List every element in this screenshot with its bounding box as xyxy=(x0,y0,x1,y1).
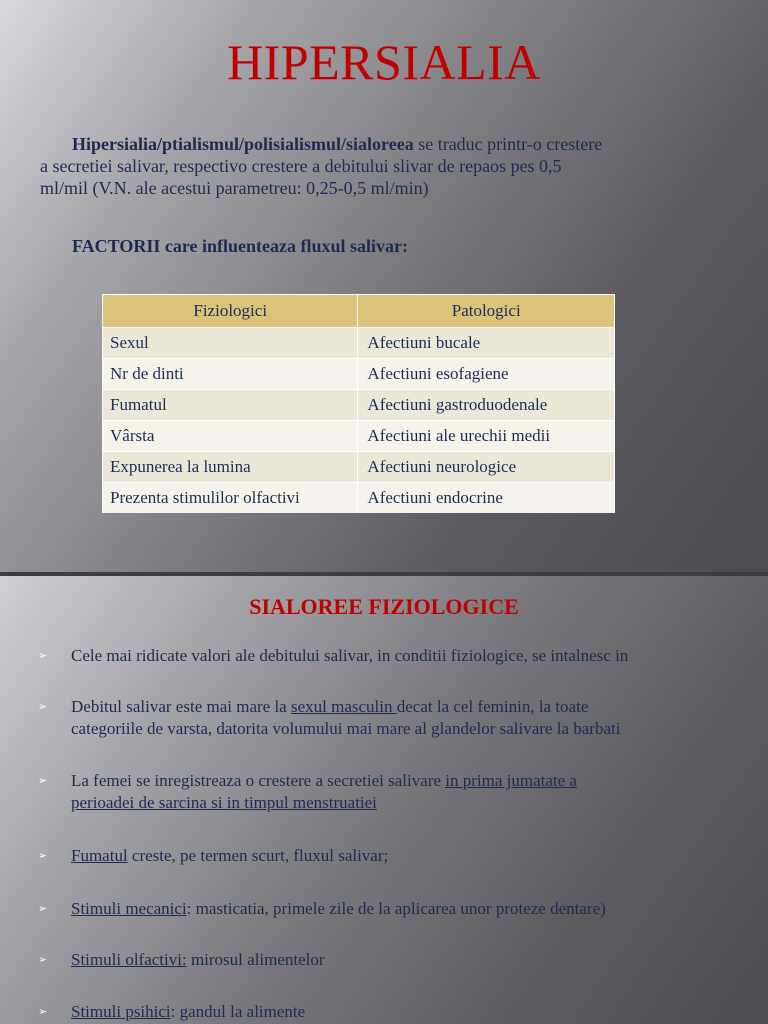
bullet-underlined-text: Stimuli psihici xyxy=(71,1002,171,1021)
slide-title: HIPERSIALIA xyxy=(227,34,541,90)
table-row xyxy=(103,421,615,452)
bullet-text: categoriile de varsta, datorita volumului mai mare al glandelor salivare la barbati xyxy=(71,719,621,738)
bullet-item xyxy=(38,949,758,971)
bullet-arrow-icon: ➢ xyxy=(38,902,48,915)
table-cell-fiziologic: Expunerea la lumina xyxy=(103,452,358,483)
bullet-text: : masticatia, primele zile de la aplicarea unor proteze dentare) xyxy=(186,899,606,918)
intro-bold-lead: Hipersialia/ptialismul/polisialismul/sialoreea xyxy=(72,134,414,154)
table-row xyxy=(103,483,615,514)
bullet-text: Debitul salivar este mai mare la xyxy=(71,697,291,716)
bullet-underlined-text: perioadei de sarcina si in timpul menstruatiei xyxy=(71,793,377,812)
factors-heading: FACTORII care influenteaza fluxul salivar: xyxy=(72,236,408,256)
bullet-item xyxy=(38,770,758,814)
bullet-text: decat la cel feminin, la toate xyxy=(396,697,589,716)
table-header-fiziologici: Fiziologici xyxy=(103,295,358,328)
bullet-arrow-icon: ➢ xyxy=(38,700,48,713)
table-row xyxy=(103,452,615,483)
table-row xyxy=(103,390,615,421)
bullet-arrow-icon: ➢ xyxy=(38,953,48,966)
bullet-underlined-text: in prima jumatate a xyxy=(445,771,577,790)
table-cell-patologic: Afectiuni endocrine xyxy=(358,483,615,514)
bullet-item xyxy=(38,1001,758,1023)
bullet-text: Cele mai ridicate valori ale debitului salivar, in conditii fiziologice, se intalnesc in xyxy=(71,646,629,665)
table-row xyxy=(103,328,615,359)
table-cell-fiziologic: Sexul xyxy=(103,328,358,359)
bullet-underlined-text: Fumatul xyxy=(71,846,128,865)
bullet-item xyxy=(38,898,758,920)
table-cell-patologic: Afectiuni bucale xyxy=(358,328,615,359)
table-cell-patologic: Afectiuni gastroduodenale xyxy=(358,390,615,421)
intro-paragraph xyxy=(40,133,720,199)
table-cell-patologic: Afectiuni neurologice xyxy=(358,452,615,483)
table-header-patologici: Patologici xyxy=(358,295,615,328)
bullet-arrow-icon: ➢ xyxy=(38,849,48,862)
table-row xyxy=(103,359,615,390)
bullet-arrow-icon: ➢ xyxy=(38,774,48,787)
slide-sialoree-fiziologice xyxy=(0,576,768,1024)
bullet-text: creste, pe termen scurt, fluxul salivar; xyxy=(127,846,389,865)
bullet-text: : gandul la alimente xyxy=(170,1002,306,1021)
slide-subtitle: SIALOREE FIZIOLOGICE xyxy=(249,594,519,619)
bullet-text: La femei se inregistreaza o crestere a secretiei salivare xyxy=(71,771,446,790)
factors-table xyxy=(102,294,615,513)
bullet-item xyxy=(38,645,758,667)
table-cell-fiziologic: Nr de dinti xyxy=(103,359,358,390)
bullet-underlined-text: Stimuli olfactivi: xyxy=(71,950,187,969)
table-cell-patologic: Afectiuni ale urechii medii xyxy=(358,421,615,452)
bullet-item xyxy=(38,696,758,740)
intro-text-line1: se traduc printr-o crestere xyxy=(413,134,603,154)
bullet-arrow-icon: ➢ xyxy=(38,1005,48,1018)
bullet-arrow-icon: ➢ xyxy=(38,649,48,662)
bullet-underlined-text: sexul masculin xyxy=(290,697,397,716)
intro-text-line2: a secretiei salivar, respectivo crestere a debitului slivar de repaos pes 0,5 xyxy=(40,156,562,176)
bullet-underlined-text: Stimuli mecanici xyxy=(71,899,187,918)
table-cell-fiziologic: Prezenta stimulilor olfactivi xyxy=(103,483,358,514)
table-cell-patologic: Afectiuni esofagiene xyxy=(358,359,615,390)
bullet-item xyxy=(38,845,758,867)
bullet-text: mirosul alimentelor xyxy=(186,950,325,969)
table-cell-fiziologic: Vârsta xyxy=(103,421,358,452)
table-header-row xyxy=(103,295,615,328)
intro-text-line3: ml/mil (V.N. ale acestui parametreu: 0,25-0,5 ml/min) xyxy=(40,178,429,198)
table-cell-fiziologic: Fumatul xyxy=(103,390,358,421)
